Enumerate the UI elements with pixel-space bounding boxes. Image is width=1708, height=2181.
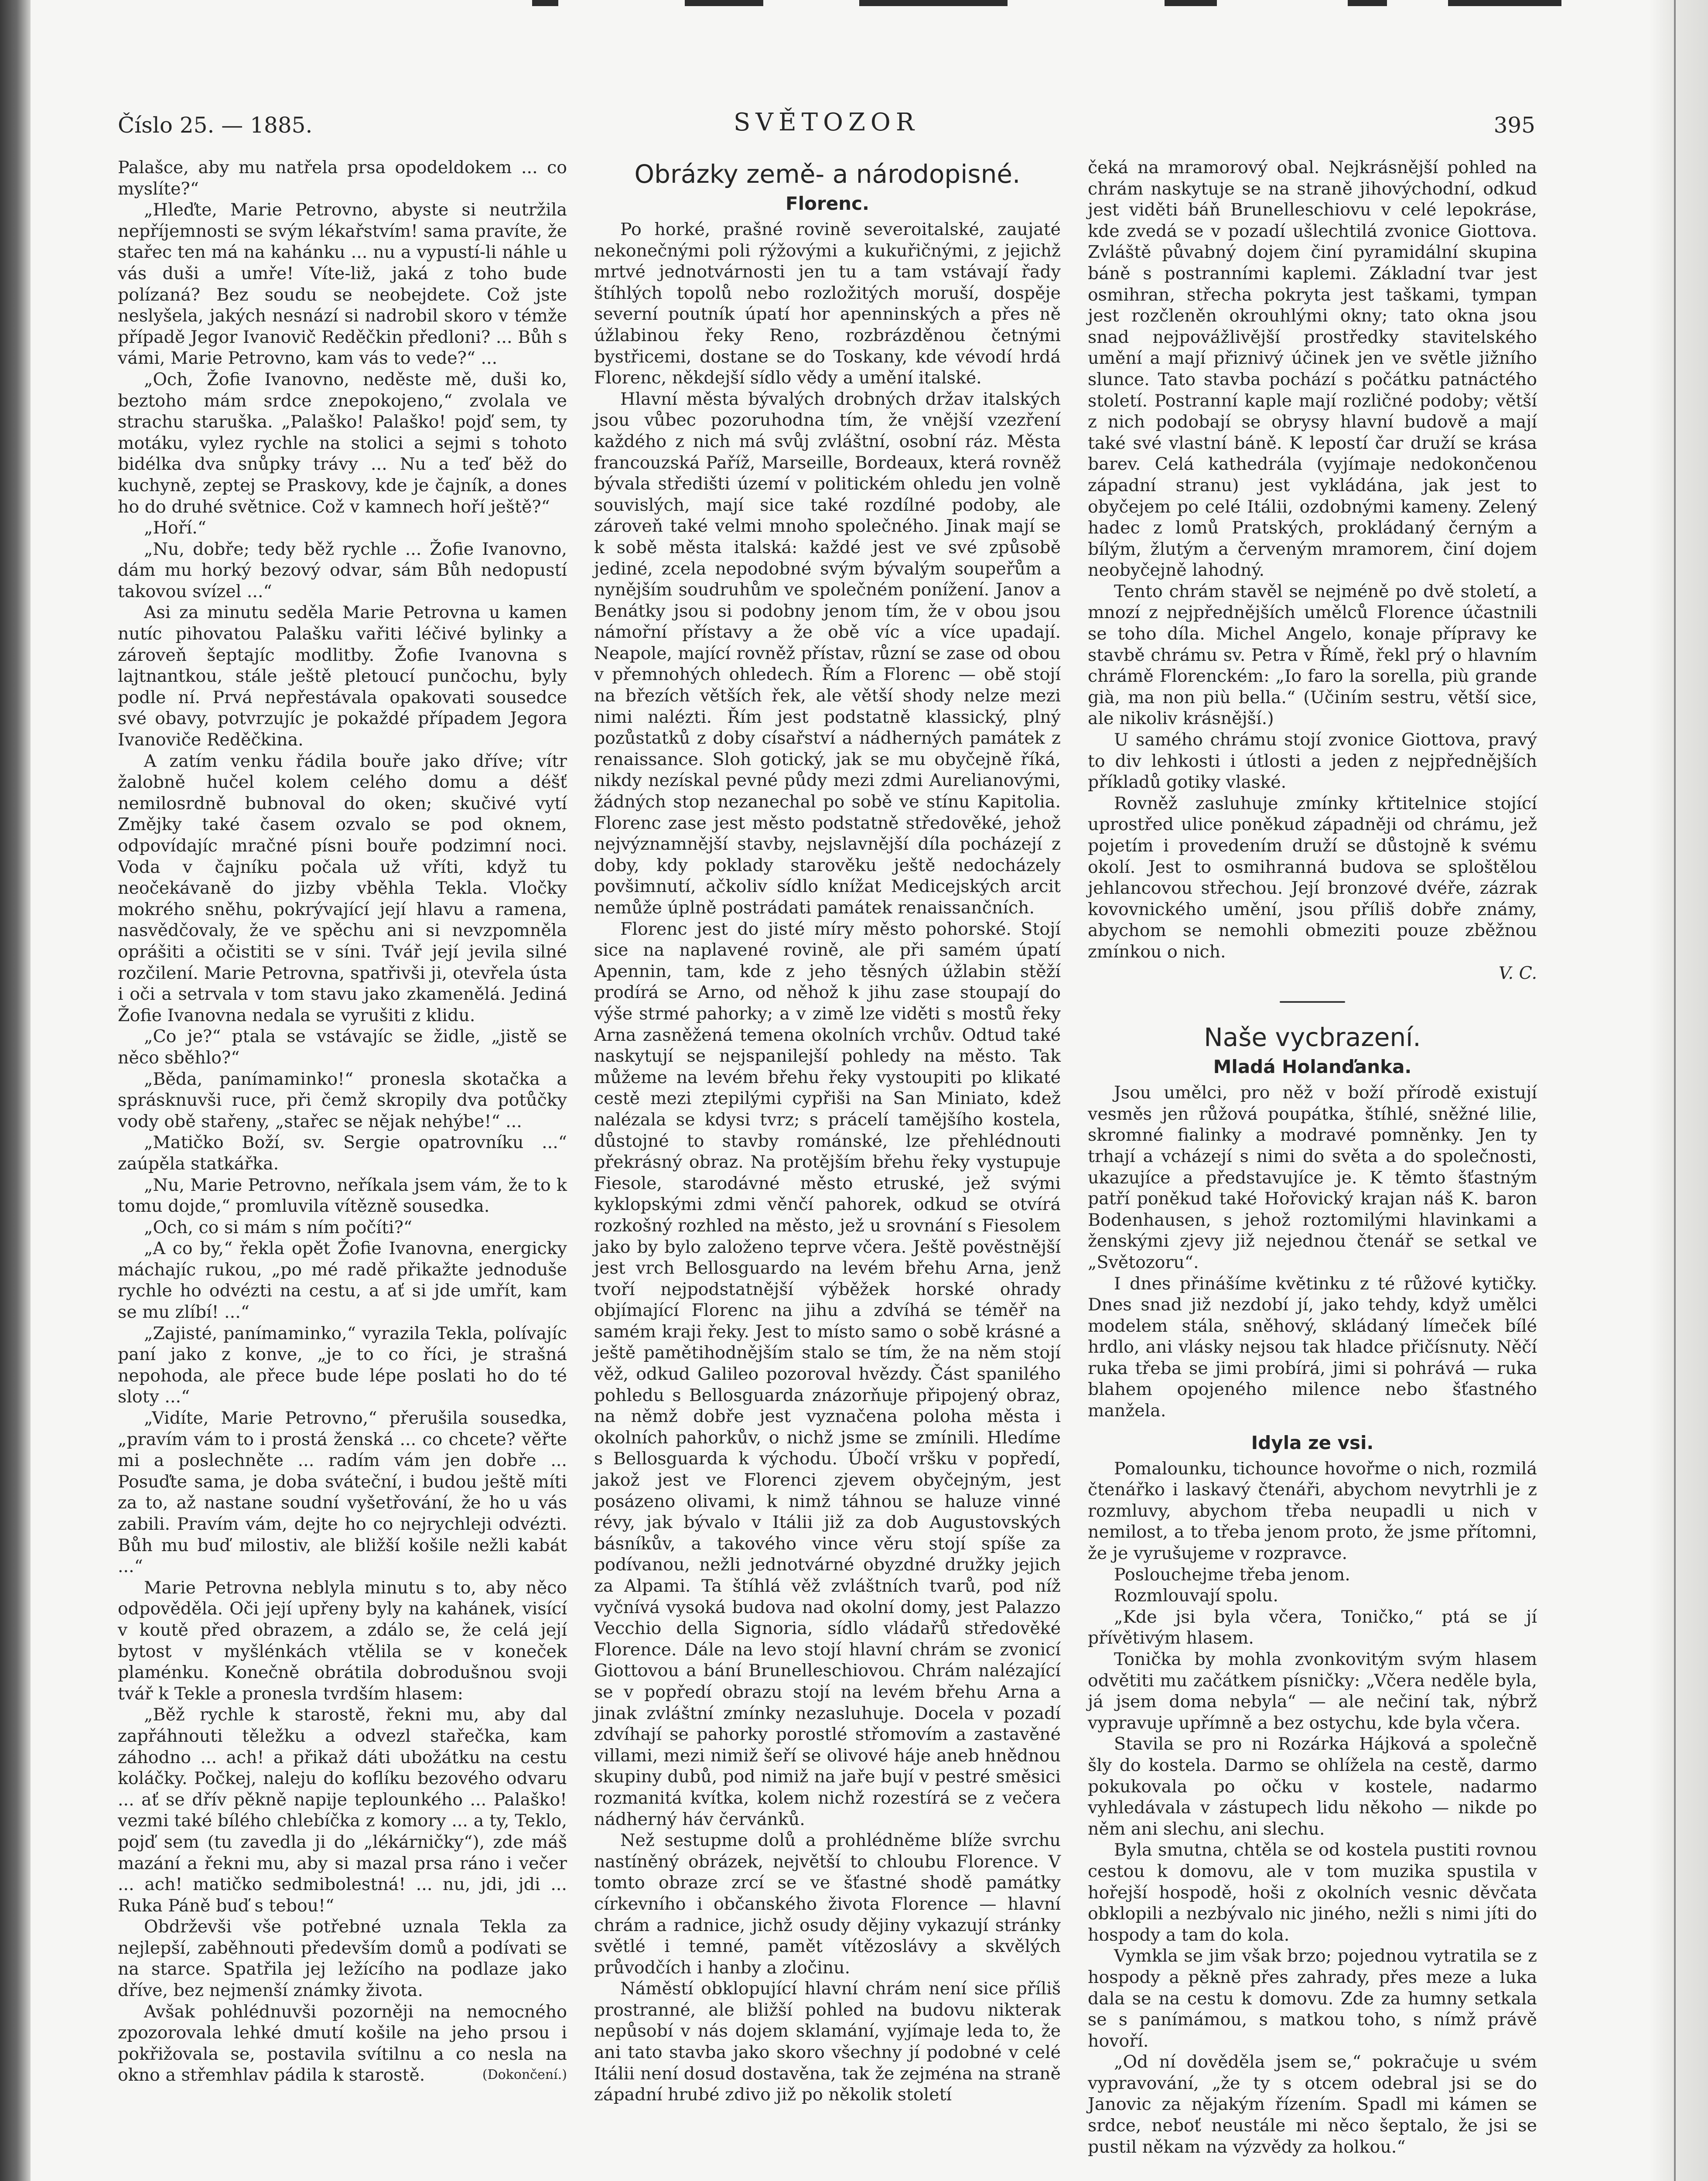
column-right [1088, 157, 1537, 2157]
paragraph-text: Avšak pohlédnuvši pozorněji na nemocného zpozorovala lehké dmutí košile na jeho prsou i pokřižovala se, postavila svítilnu a co nesla na okno a střemhlav pádila k starostě. [118, 2001, 567, 2085]
paragraph: „Matičko Boží, sv. Sergie opatrovníku ...“ zaúpěla statkářka. [118, 1132, 567, 1174]
section-divider [1280, 1001, 1345, 1003]
section-title: Obrázky země- a národopisné. [634, 159, 1021, 189]
paragraph: čeká na mramorový obal. Nejkrásnější pohled na chrám naskytuje se na straně jihovýchodní, odkud jest viděti báň Brunelleschiovu v celé lepokráse, kde zvedá se v pozadí ušlechtilá zvonice Giottova. Zvláště půvabný dojem činí pyramidální skupina báně s postranními kaplemi. Základní tvar jest osmihran, střecha pokryta jest taškami, tympan jest rozčleněn okrouhlými okny; tato okna jsou snad nejpovážlivější prostředky stavitelského umění a mají přiznivý účinek jen ve světle jižního slunce. Tato stavba pochází s počátku patnáctého století. Postranní kaple mají rozličné podoby; větší z nich podobají se obrysy hlavní budově a mají také své vlastní báně. K lepostí čar druží se krása barev. Celá kathedrála (vyjímaje nedokončenou západní stranu) jest vykládána, jak jest to obyčejem po celé Itálii, ozdobnými kameny. Zelený hadec z lomů Pratských, prokládaný černým a bílým, žlutým a červeným mramorem, činí dojem neobyčejně lahodný. [1088, 157, 1537, 581]
book-binding [0, 0, 31, 2181]
page-number: 395 [1493, 113, 1535, 138]
journal-title: SVĚTOZOR [734, 108, 919, 137]
column-middle [594, 157, 1061, 2106]
paragraph: „Od ní dověděla jsem se,“ pokračuje u svém vypravování, „že ty s otcem odebral jsi se do Janovic za nějakým řízením. Spadl mi kámen se srdce, neboť neustále mi něco šeptalo, že jsi se pustil někam na výzvědy za holkou.“ [1088, 2052, 1537, 2157]
article-title: Idyla ze vsi. [1251, 1432, 1374, 1453]
paragraph: „Běž rychle k starostě, řekni mu, aby dal zapřáhnouti těležku a odvezl stařečka, kam záhodno ... ach! a přikaž dáti ubožátku na cestu koláčky. Počkej, naleju do koflíku bezového odvaru ... ať se dřív pěkně napije teplounkého ... Palaško! vezmi také bílého chlebíčka z komory ... a ty, Teklo, pojď sem (tu zavedla ji do „lékárničky“), zde máš mazání a řekni mu, aby si mazal prsa ráno i večer ... ach! matičko sedmibolestná! ... nu, jdi, jdi ... Ruka Páně buď s tebou!“ [118, 1705, 567, 1916]
paragraph: Marie Petrovna neblyla minutu s to, aby něco odpověděla. Oči její upřeny byly na kahánek, visící v koutě před obrazem, a zdálo se, že celá její bytost v myšlénkách vtělila se v koneček plaménku. Konečně obrátila dobrodušnou svoji tvář k Tekle a pronesla tvrdším hlasem: [118, 1577, 567, 1704]
paragraph: „Vidíte, Marie Petrovno,“ přerušila sousedka, „pravím vám to i prostá ženská ... co chcete? věřte mi a poslechněte ... radím vám jen dobře ... Posuďte sama, je doba sváteční, i budou ještě míti za to, až nastane soudní vyšetřování, že ho u vás zabili. Pravím vám, dejte ho co nejrychleji odvézti. Bůh mu buď milostiv, ale bližší košile nežli kabát ...“ [118, 1408, 567, 1577]
paragraph: Rozmlouvají spolu. [1114, 1586, 1278, 1606]
paragraph: „Hleďte, Marie Petrovno, abyste si neutržila nepříjemnosti se svým lékařstvím! sama pravíte, že stařec ten má na kahánku ... nu a vypustí-li náhle u vás duši a umře! Víte-liž, jaká z toho bude polízaná? Bez soudu se neobejdete. Což jste neslyšela, jakých nesnází si nadrobil skoro v témže případě Jegor Ivanovič Reděčkin předloni? ... Bůh s vámi, Marie Petrovno, kam vás to vede?“ ... [118, 200, 567, 369]
paragraph: Florenc jest do jisté míry město pohorské. Stojí sice na naplavené rovině, ale při samém úpatí Apennin, tam, kde z jeho těsných úžlabin stěží prodírá se Arno, od něhož k jihu zase stoupají do výše strmé pahorky; a v zimě lze viděti s mostů řeky Arna zasněžená temena okolních vrchův. Odtud také naskytují se nejspanilejší pohledy na město. Tak můžeme na levém břehu řeky vystoupiti po klikaté cestě mezi ztepilými cypřiši na San Miniato, kdež nalézala se kdysi tvrz; s prácelí tamějšího kostela, důstojné to stavby románské, lze přehlédnouti překrásný obraz. Na protějším břehu řeky vystupuje Fiesole, starodávné město etruské, jež svými kyklopskými zdmi věnčí pahorek, odkud se otvírá rozkošný rozhled na město, jež u srovnání s Fiesolem jako by bylo založeno teprve včera. Ještě pověstnější jest vrch Bellosguardo na levém břehu Arna, jenž tvoří nejpodstatnější výběžek horské ohrady objímající Florenc na jihu a zdvíhá se téměř na samém kraji řeky. Jest to místo samo o sobě krásné a ještě pamětihodnějším stalo se tím, že na něm stojí věž, odkud Galileo pozoroval hvězdy. Část spanilého pohledu s Bellosguarda znázorňuje připojený obraz, na němž dobře jest vyznačena poloha města i okolních pahorkův, o nichž jsme se zmínili. Hledíme s Bellosguarda k východu. Úbočí vršku v popředí, jakož jest ve Florenci zjevem obyčejným, jest posázeno olivami, k nimž táhnou se haluze vinné révy, jak bývalo v Itálii již za dob Augustovských básníkův, a takového vince věru stojí spíše za podívanou, nežli jednotvárné obyzdné družky jejich za Alpami. Ta štíhlá věž zvláštních tvarů, pod níž vyčnívá vysoká budova nad okolní domy, jest Palazzo Vecchio della Signoria, sídlo vládařů středověké Florence. Dále na levo stojí hlavní chrám se zvonicí Giottovou a bání Brunelleschiovou. Chrám nalézající se v popředí obrazu stojí na levém břehu Arna a jinak zvláštní zmínky nezasluhuje. Docela v pozadí zdvíhají se pahorky porostlé střomovím a zastavěné villami, mezi nimiž šeří se olivové háje aneb hnědnou skupiny dubů, pod nimiž na jaře bují v pestré směsici rozmanitá kvítka, kolem nichž rozestírá se z večera nádherný háv červánků. [594, 919, 1061, 1829]
newspaper-page [31, 0, 1708, 2181]
scan-edge [31, 0, 1708, 13]
column-left [118, 157, 567, 2086]
section-title: Naše vycbrazení. [1204, 1022, 1421, 1053]
paragraph: Obdrževši vše potřebné uznala Tekla za nejlepší, zaběhnouti především domů a podívati se na starce. Spatřila jej ležícího na podlaze jako dříve, bez nejmenší známky života. [118, 1917, 567, 2001]
paragraph: Pomalounku, tichounce hovořme o nich, rozmilá čtenářko i laskavý čtenáři, abychom nevytrhli je z rozmluvy, abychom třeba neupadli u nich v nemilost, a to třeba jenom proto, že jsme přítomni, že je vyrušujeme v rozpravce. [1088, 1458, 1537, 1564]
paragraph: Asi za minutu seděla Marie Petrovna u kamen nutíc pihovatou Palašku vařiti léčivé bylinky a zároveň šeptajíc modlitby. Žofie Ivanovna s lajtnantkou, stále ještě pletoucí punčochu, byly podle ní. Prvá nepřestávala opakovati sousedce své obavy, potvrzujíc je pokaždé případem Jegora Ivanoviče Reděčkina. [118, 602, 567, 750]
continuation-note: (Dokončení.) [482, 2067, 567, 2083]
paragraph: „Zajisté, panímaminko,“ vyrazila Tekla, polívajíc paní jako z konve, „je to co říci, je strašná nepohoda, ale přece bude lépe poslati ho do té sloty ...“ [118, 1323, 567, 1407]
paragraph: „A co by,“ řekla opět Žofie Ivanovna, energicky máchajíc rukou, „po mé radě přikažte jednoduše rychle ho odvézti na cestu, a ať si jde umřít, kam se mu zlíbí! ...“ [118, 1238, 567, 1323]
paragraph: „Běda, panímaminko!“ pronesla skotačka a sprásknuvši ruce, při čemž skropily dva potůčky vody obě stařeny, „stařec se nějak nehýbe!“ ... [118, 1069, 567, 1132]
issue-number: Číslo 25. — 1885. [118, 113, 313, 138]
paragraph: Vymkla se jim však brzo; pojednou vytratila se z hospody a pěkně přes zahrady, přes meze a luka dala se na cestu k domovu. Zde za humny setkala se s panímámou, s matkou toho, s nímž právě hovoří. [1088, 1946, 1537, 2051]
page-edge [1649, 0, 1708, 2181]
paragraph: Stavila se pro ni Rozárka Hájková a společně šly do kostela. Darmo se ohlížela na cestě, darmo pokukovala po očku v kostele, nadarmo vyhledávala v zástupech lidu někoho — nikde po něm ani slechu, ani slechu. [1088, 1734, 1537, 1839]
page-edge-line [1674, 0, 1676, 2181]
paragraph: Než sestupme dolů a prohlédněme blíže svrchu nastíněný obrázek, největší to chloubu Florence. V tomto obraze zrcí se ve šťastné shodě památky církevního i občanského života Florence — hlavní chrám a radnice, jichž osudy dějiny vykazují stránky světlé i temné, pamět vítězoslávy a skvělých průvodčích i hanby a zločinu. [594, 1830, 1061, 1978]
paragraph: Jsou umělci, pro něž v boží přírodě existují vesměs jen růžová poupátka, štíhlé, sněžné lilie, skromné fialinky a modravé pomněnky. Jen ty trhají a vcházejí s nimi do světa a do společnosti, ukazujíce a představujíce je. K těmto šťastným patří poněkud také Hořovický krajan náš K. baron Bodenhausen, s jehož roztomilými hlavinkami a ženskými zjevy již nejednou čtenář se setkal ve „Světozoru“. [1088, 1083, 1537, 1272]
paragraph: Hlavní města bývalých drobných držav italských jsou vůbec pozoruhodna tím, že vnější vzezření každého z nich má svůj zvláštní, osobní ráz. Města francouzská Paříž, Marseille, Bordeaux, která rovněž bývala středišti území v politickém ohledu jen volně souvislých, mají sice také rozdílné podoby, ale zároveň také velmi mnoho společného. Jinak mají se k sobě města italská: každé jest ve své způsobě jediné, zcela nepodobné svým bývalým soupeřům a nynějším soudruhům ve společném ponížení. Janov a Benátky jsou si podobny jenom tím, že v obou jsou námořní přístavy a že obě víc a více upadají. Neapole, mající rovněž přístav, různí se zase od obou v přemnohých ohledech. Řím a Florenc — obě stojí na březích větších řek, ale větší shody nelze mezi nimi nalézti. Řím jest podstatně klassický, plný pozůstatků z doby císařství a nádherných památek z renaissance. Sloh gotický, jak se mu obyčejně říká, nikdy nezískal pevné půdy mezi zdmi Aurelianovými, žádných stop nezanechal po sobě ve stínu Kapitolia. Florenc zase jest město podstatně středověké, jehož nejvýznamnější stavby, nejslavnější díla pocházejí z doby, kdy poklady starověku ještě nedocházely povšimnutí, ačkoliv sídlo knížat Medicejských arcit nemůže úplně postrádati památek renaissančních. [594, 389, 1061, 918]
paragraph: Byla smutna, chtěla se od kostela pustiti rovnou cestou k domovu, ale v tom muzika spustila v hořejší hospodě, hoši z okolních vesnic děvčata obklopili a nezbývalo nic jiného, nežli s nimi jíti do hospody a tam do kola. [1088, 1840, 1537, 1945]
paragraph: „Och, Žofie Ivanovno, neděste mě, duši ko, beztoho mám srdce znepokojeno,“ zvolala ve strachu staruška. „Palaško! Palaško! pojď sem, ty motáku, vylez rychle na stolici a sejmi s tohoto bidélka dva snůpky trávy ... Nu a teď běž do kuchyně, zeptej se Praskovy, kde je čajník, a dones ho do druhé světnice. Což v kamnech hoří ještě?“ [118, 369, 567, 517]
paragraph: Palašce, aby mu natřela prsa opodeldokem ... co myslíte?“ [118, 157, 567, 199]
paragraph: Tento chrám stavěl se nejméně po dvě století, a mnozí z nejpřednějších umělců Florence účastnili se toho díla. Michel Angelo, konaje přípravy ke stavbě chrámu sv. Petra v Římě, řekl prý o hlavním chrámě Florenckém: „Io faro la sorella, più grande già, ma non più bella.“ (Učiním sestru, větší sice, ale nikoliv krásnější.) [1088, 581, 1537, 729]
paragraph: „Kde jsi byla včera, Toničko,“ ptá se jí přívětivým hlasem. [1088, 1607, 1537, 1648]
article-title: Florenc. [786, 193, 869, 214]
paragraph: „Och, co si mám s ním počíti?“ [144, 1217, 413, 1237]
paragraph: „Nu, Marie Petrovno, neříkala jsem vám, že to k tomu dojde,“ promluvila vítězně sousedka. [118, 1175, 567, 1217]
paragraph: „Hoří.“ [144, 518, 206, 538]
page-header [118, 99, 1535, 147]
paragraph: Po horké, prašné rovině severoitalské, zaujaté nekonečnými poli rýžovými a kukuřičnými, z jejichž mrtvé jednotvárnosti jen tu a tam vstávají řady štíhlých topolů nebo rozložitých moruší, dospěje severní poutník úpatí hor apenninských a přes ně úžlabinou řeky Reno, rozbrázděnou četnými bystřicemi, dostane se do Toskany, kde vévodí hrdá Florenc, někdejší sídlo vědy a umění italské. [594, 219, 1061, 388]
paragraph: „Co je?“ ptala se vstávajíc se židle, „jistě se něco sběhlo?“ [118, 1026, 567, 1068]
author-signature: V. C. [1498, 963, 1537, 983]
article-title: Mladá Holanďanka. [1213, 1056, 1412, 1078]
paragraph: Poslouchejme třeba jenom. [1114, 1564, 1350, 1585]
paragraph [118, 2001, 567, 2086]
paragraph: Rovněž zasluhuje zmínky křtitelnice stojící uprostřed ulice poněkud západněji od chrámu, jež pojetím i provedením druží se důstojně k svému okolí. Jest to osmihranná budova se sploštělou jehlancovou střechou. Její bronzové dvéře, zázrak kovovnického umění, jsou příliš dobře známy, abychom se nemohli obmeziti pouze zběžnou zmínkou o nich. [1088, 793, 1537, 962]
paragraph: Náměstí obklopující hlavní chrám není sice příliš prostranné, ale bližší pohled na budovu nikterak nepůsobí v nás dojem sklamání, vyjímaje leda to, že ani tato stavba jako skoro všechny jí podobné v celé Itálii není dosud dostavěna, tak že zejména na straně západní hrubé zdivo již po několik století [594, 1979, 1061, 2105]
paragraph: „Nu, dobře; tedy běž rychle ... Žofie Ivanovno, dám mu horký bezový odvar, sám Bůh nedopustí takovou svízel ...“ [118, 539, 567, 602]
paragraph: I dnes přinášíme květinku z té růžové kytičky. Dnes snad již nezdobí jí, jako tehdy, když umělci modelem stála, sněhový, skládaný límeček bílé hrdlo, ani vlásky nejsou tak hladce přičísnuty. Něčí ruka třeba se jimi probírá, jimi si pohrává — ruka blahem opojeného milence nebo šťastného manžela. [1088, 1273, 1537, 1421]
paragraph: U samého chrámu stojí zvonice Giottova, pravý to div lehkosti i útlosti a jeden z nejpřednějších příkladů gotiky vlaské. [1088, 730, 1537, 793]
paragraph: A zatím venku řádila bouře jako dříve; vítr žalobně hučel kolem celého domu a déšť nemilosrdně bubnoval do oken; skučivé vytí Změjky také časem ozvalo se pod oknem, odpovídajíc mračné písni bouře podzimní noci. Voda v čajníku počala už vříti, když tu neočekávaně do jizby vběhla Tekla. Vločky mokrého sněhu, pokrývající její hlavu a ramena, nasvědčovaly, že ve spěchu ani si nevzpomněla oprášiti a očistiti se v síni. Tvář její jevila silné rozčilení. Marie Petrovna, spatřivši ji, otevřela ústa i oči a setrvala v tom stavu jako zkamenělá. Jediná Žofie Ivanovna nedala se vyrušiti z klidu. [118, 751, 567, 1026]
paragraph: Tonička by mohla zvonkovitým svým hlasem odvětiti mu začátkem písničky: „Včera neděle byla, já jsem doma nebyla“ — ale nečiní tak, nýbrž vypravuje upřímně a bez ostychu, kde byla včera. [1088, 1649, 1537, 1733]
